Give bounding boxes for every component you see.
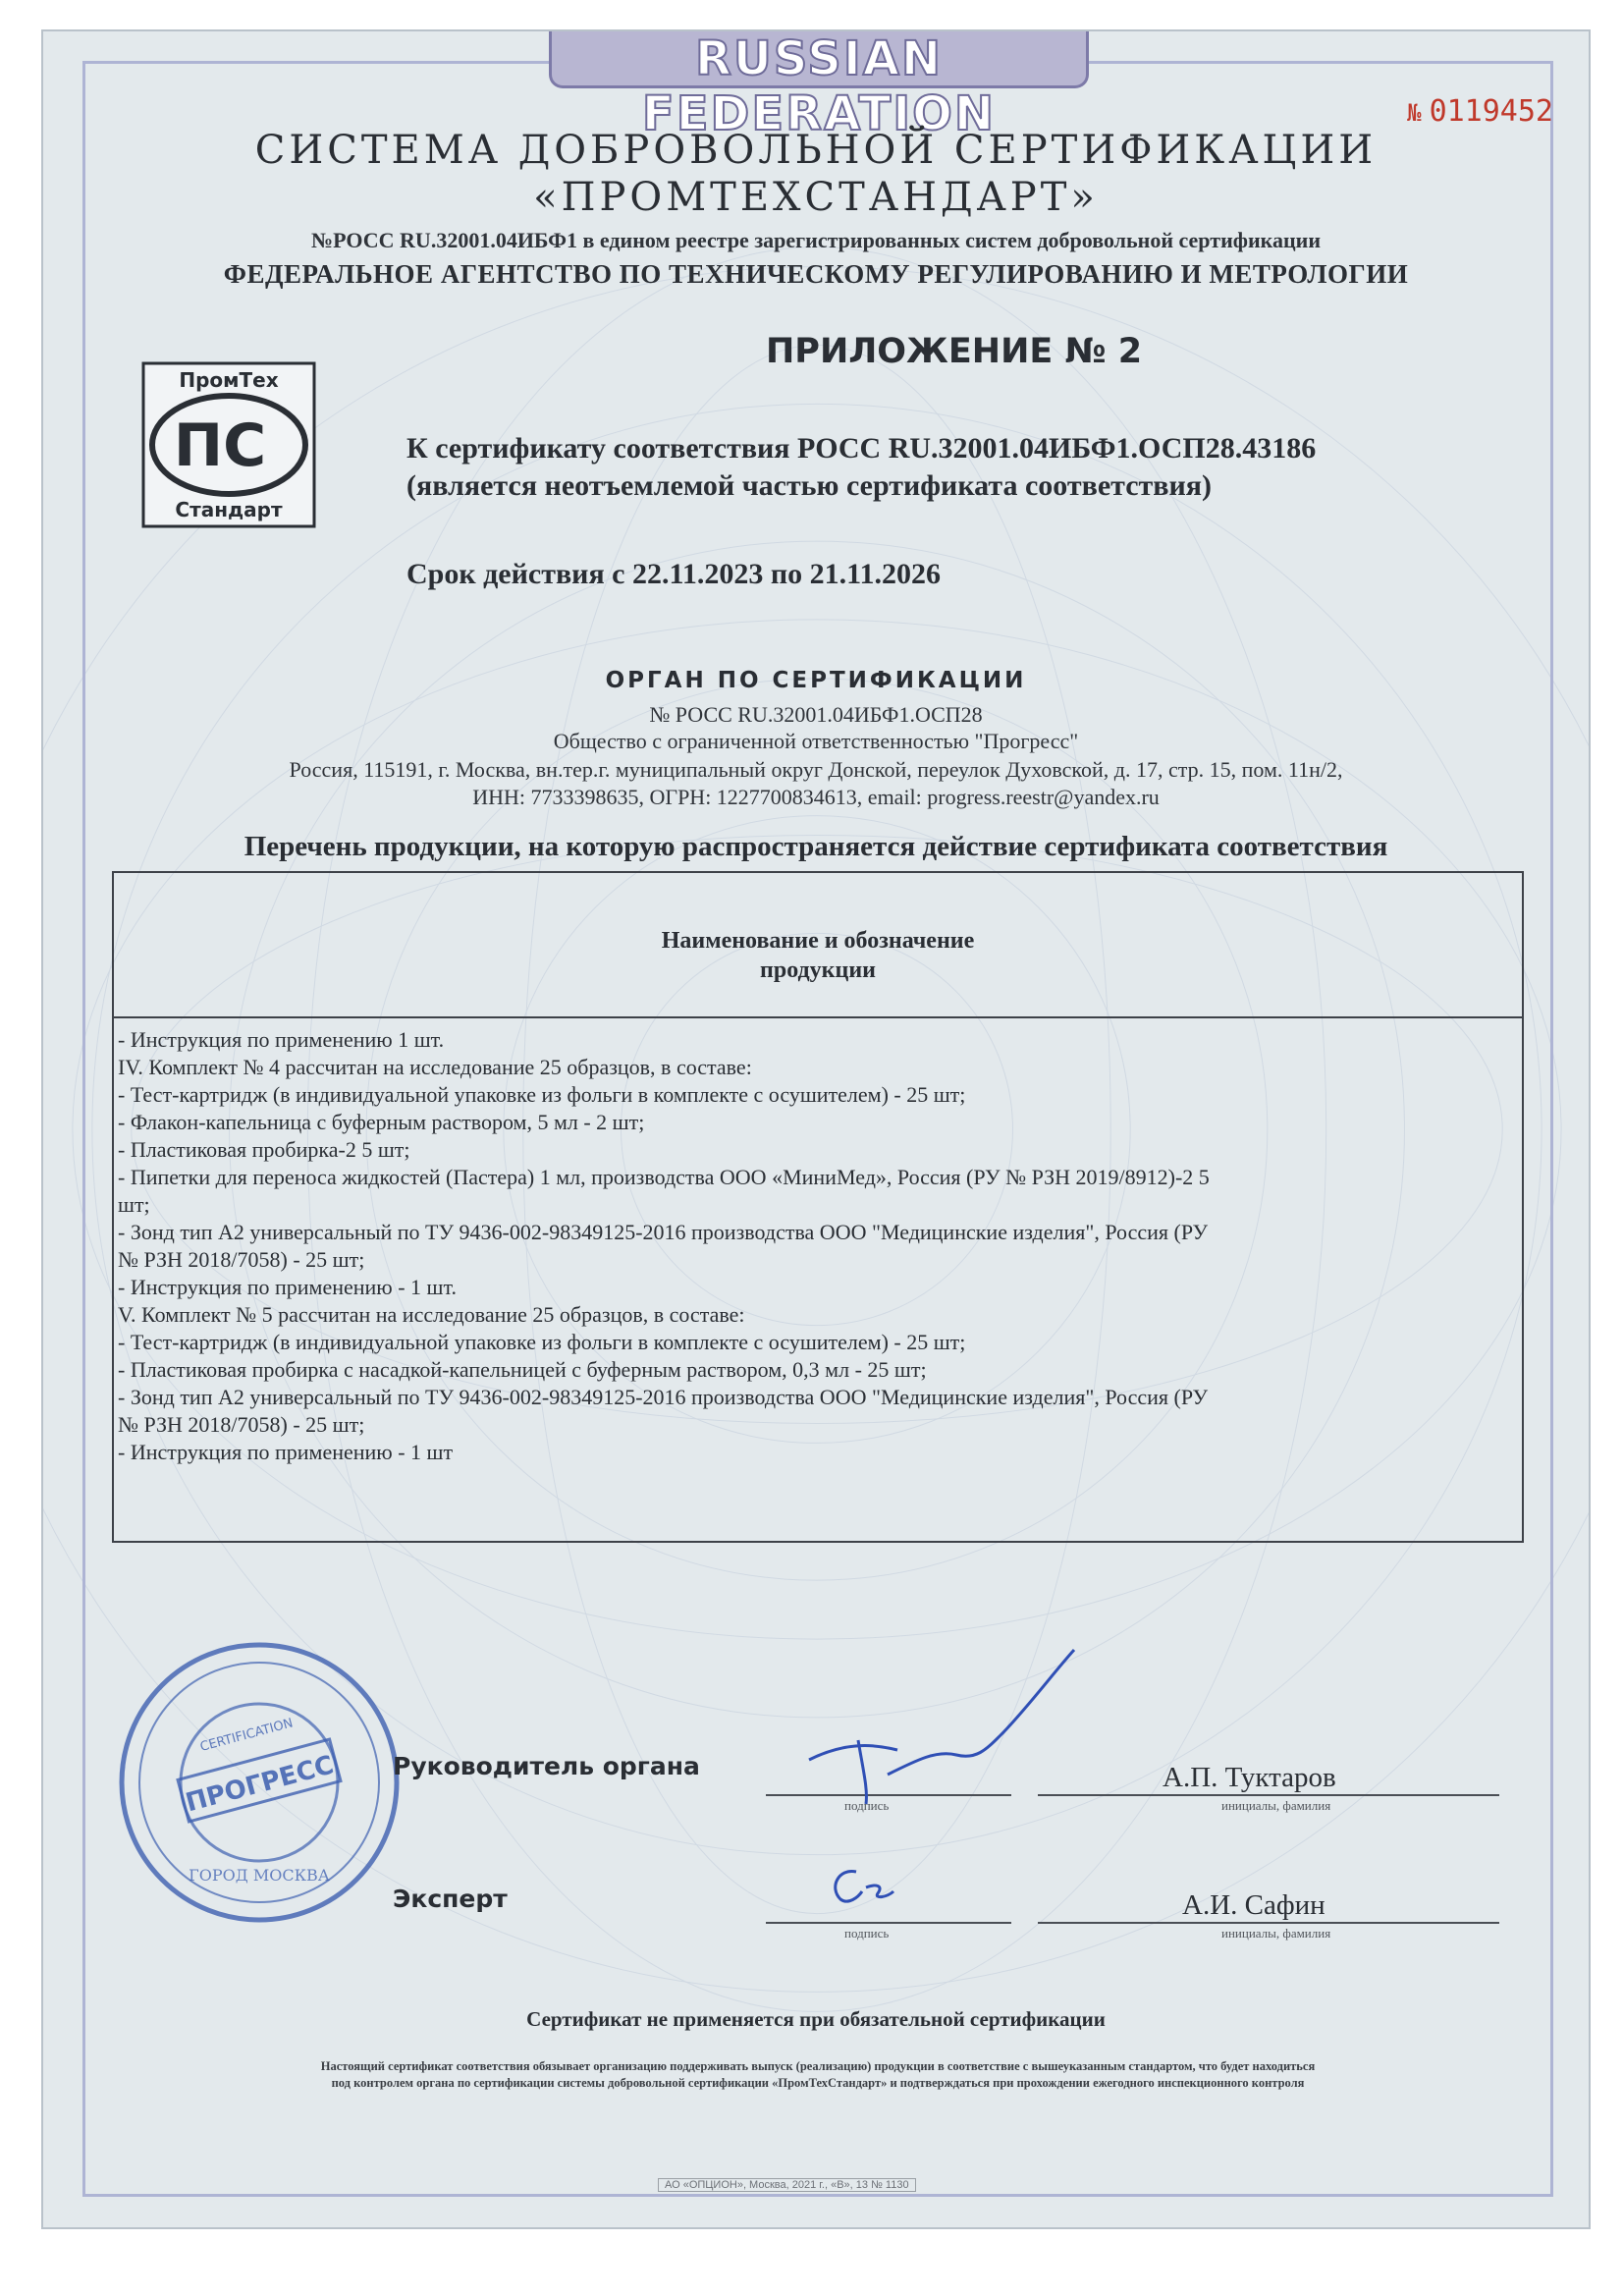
organ-address: Россия, 115191, г. Москва, вн.тер.г. муниципальный округ Донской, переулок Духовской, д. 17, стр. 15, пом. 11н/2, (289, 757, 1343, 782)
serial-number (1327, 94, 1553, 129)
head-role-label: Руководитель органа (393, 1752, 700, 1780)
expert-signature (819, 1858, 917, 1917)
print-mark: АО «ОПЦИОН», Москва, 2021 г., «В», 13 № 1130 (658, 2178, 916, 2192)
serial-value: 0119452 (1429, 94, 1553, 129)
expert-name-line (1038, 1922, 1499, 1924)
product-table-header (114, 873, 1522, 1018)
certificate-number-line: К сертификату соответствия РОСС RU.32001.04ИБФ1.ОСП28.43186 (406, 432, 1317, 465)
table-row: - Тест-картридж (в индивидуальной упаковке из фольги в комплекте с осушителем) - 25 шт; (118, 1082, 966, 1107)
system-title-line2: «ПРОМТЕХСТАНДАРТ» (533, 175, 1099, 220)
stamp-top-text: CERTIFICATION (198, 1716, 296, 1756)
head-signature (789, 1642, 1084, 1819)
table-row: шт; (118, 1192, 150, 1217)
serial-prefix: № (1407, 99, 1422, 127)
expert-name: А.И. Сафин (1182, 1889, 1325, 1921)
logo-top-text: ПромТех (179, 368, 279, 392)
table-row: - Пластиковая пробирка с насадкой-капельницей с буферным раствором, 0,3 мл - 25 шт; (118, 1357, 927, 1382)
table-row: № РЗН 2018/7058) - 25 шт; (118, 1247, 365, 1272)
organization-stamp (112, 1635, 406, 1930)
table-row: V. Комплект № 5 рассчитан на исследование 25 образцов, в составе: (118, 1302, 745, 1327)
table-row: - Зонд тип А2 универсальный по ТУ 9436-002-98349125-2016 производства ООО "Медицинские изделия", Россия (РУ (118, 1220, 1209, 1244)
validity-line: Срок действия с 22.11.2023 по 21.11.2026 (406, 558, 941, 590)
table-row: № РЗН 2018/7058) - 25 шт; (118, 1412, 365, 1437)
head-name-hint: инициалы, фамилия (1221, 1798, 1331, 1813)
banner-text: RUSSIAN FEDERATION (641, 31, 997, 141)
product-list-title: Перечень продукции, на которую распространяется действие сертификата соответствия (243, 831, 1388, 862)
registry-line: №РОСС RU.32001.04ИБФ1 в едином реестре зарегистрированных систем добровольной сертификации (310, 228, 1322, 252)
country-banner (549, 31, 1089, 141)
expert-signature-hint: подпись (844, 1926, 890, 1941)
certificate-sheet (41, 29, 1591, 2229)
organ-ids: ИНН: 7733398635, ОГРН: 1227700834613, email: progress.reestr@yandex.ru (472, 785, 1160, 809)
footer-note-line1: Настоящий сертификат соответствия обязывает организацию поддерживать выпуск (реализацию) продукции в соответствие с вышеуказанным стандартом, что будет находиться (320, 2059, 1316, 2073)
table-row: - Тест-картридж (в индивидуальной упаковке из фольги в комплекте с осушителем) - 25 шт; (118, 1330, 966, 1354)
expert-name-hint: инициалы, фамилия (1221, 1926, 1331, 1941)
product-table (112, 871, 1524, 1543)
organ-company: Общество с ограниченной ответственностью "Прогресс" (553, 729, 1079, 753)
table-row: - Инструкция по применению 1 шт. (118, 1027, 445, 1052)
head-signature-hint: подпись (844, 1798, 890, 1813)
expert-signature-line (766, 1922, 1011, 1924)
table-row: IV. Комплект № 4 рассчитан на исследование 25 образцов, в составе: (118, 1055, 752, 1079)
stamp-center-text: ПРОГРЕСС (183, 1750, 338, 1819)
expert-role-label: Эксперт (393, 1885, 508, 1913)
product-table-body (118, 1026, 1512, 1466)
system-title-line1: СИСТЕМА ДОБРОВОЛЬНОЙ СЕРТИФИКАЦИИ (254, 128, 1378, 173)
column-header-line1: Наименование и обозначение (661, 928, 975, 954)
logo-mark: ПС (173, 411, 267, 480)
organ-number: № РОСС RU.32001.04ИБФ1.ОСП28 (649, 702, 983, 727)
table-row: - Пипетки для переноса жидкостей (Пастера) 1 мл, производства ООО «МиниМед», Россия (РУ № РЗН 2019/8912)-2 5 (118, 1165, 1210, 1189)
footer-note-line2: под контролем органа по сертификации системы добровольной сертификации «ПромТехСтандарт» и подтверждаться при прохождении ежегодного инспекционного контроля (331, 2076, 1305, 2090)
head-name: А.П. Туктаров (1163, 1762, 1336, 1793)
organ-title: ОРГАН ПО СЕРТИФИКАЦИИ (605, 668, 1027, 693)
table-row: - Пластиковая пробирка-2 5 шт; (118, 1137, 410, 1162)
promtehstandart-logo (141, 361, 316, 528)
table-row: - Инструкция по применению - 1 шт (118, 1440, 454, 1464)
column-header-line2: продукции (760, 957, 876, 983)
head-name-line (1038, 1794, 1499, 1796)
certificate-note-line: (является неотъемлемой частью сертификата соответствия) (406, 469, 1213, 502)
table-row: - Зонд тип А2 универсальный по ТУ 9436-002-98349125-2016 производства ООО "Медицинские изделия", Россия (РУ (118, 1385, 1209, 1409)
agency-line: ФЕДЕРАЛЬНОЕ АГЕНТСТВО ПО ТЕХНИЧЕСКОМУ РЕГУЛИРОВАНИЮ И МЕТРОЛОГИИ (223, 259, 1409, 289)
appendix-title: ПРИЛОЖЕНИЕ № 2 (766, 332, 1143, 371)
stamp-bottom-text: ГОРОД МОСКВА (189, 1866, 330, 1885)
footer-title: Сертификат не применяется при обязательной сертификации (526, 2007, 1106, 2031)
table-row: - Флакон-капельница с буферным раствором, 5 мл - 2 шт; (118, 1110, 645, 1134)
table-row: - Инструкция по применению - 1 шт. (118, 1275, 457, 1299)
logo-bottom-text: Стандарт (175, 498, 283, 521)
